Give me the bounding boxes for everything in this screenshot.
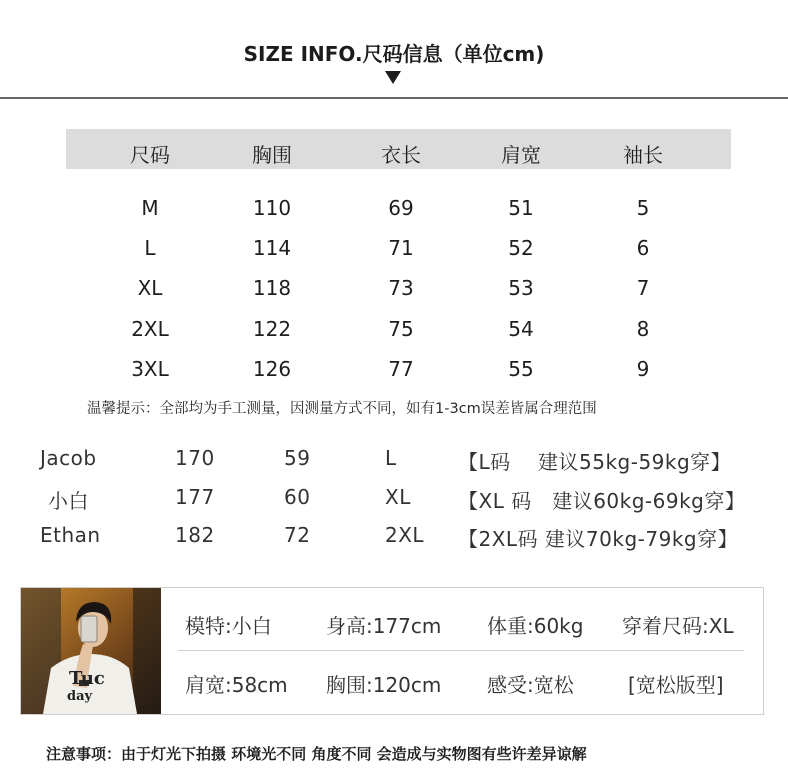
- model-height: 177: [175, 485, 215, 509]
- model-suggestion: 【2XL码 建议70kg-79kg穿】: [458, 527, 739, 551]
- header-shoulder: 肩宽: [501, 143, 541, 167]
- svg-text:day: day: [67, 689, 93, 704]
- table-cell: 7: [636, 276, 650, 300]
- model-height: 182: [175, 523, 215, 547]
- table-cell: 52: [508, 236, 534, 260]
- card-weight: 体重:60kg: [487, 614, 584, 638]
- table-cell: 71: [388, 236, 414, 260]
- table-cell: 53: [508, 276, 534, 300]
- card-feel: 感受:宽松: [487, 673, 574, 697]
- card-chest: 胸围:120cm: [326, 673, 442, 697]
- table-cell: 110: [252, 196, 292, 220]
- table-cell: 9: [636, 357, 650, 381]
- table-cell: 54: [508, 317, 534, 341]
- table-cell: 114: [252, 236, 292, 260]
- model-name: Ethan: [40, 523, 101, 547]
- card-divider: [178, 650, 744, 651]
- header-chest: 胸围: [252, 143, 292, 167]
- model-suggestion: 【L码 建议55kg-59kg穿】: [458, 450, 732, 474]
- model-weight: 59: [284, 446, 311, 470]
- model-card: [20, 587, 764, 715]
- model-height: 170: [175, 446, 215, 470]
- card-fit: [宽松版型]: [628, 673, 724, 697]
- table-cell: XL: [137, 276, 163, 300]
- table-cell: 122: [252, 317, 292, 341]
- table-cell: 73: [388, 276, 414, 300]
- size-info-title: SIZE INFO.尺码信息（单位cm): [243, 42, 545, 66]
- table-cell: 2XL: [131, 317, 169, 341]
- model-suggestion: 【XL 码 建议60kg-69kg穿】: [458, 489, 746, 513]
- table-cell: 55: [508, 357, 534, 381]
- model-photo-illustration: [21, 588, 161, 714]
- model-size: L: [385, 446, 397, 470]
- model-size: XL: [385, 485, 411, 509]
- table-cell: 51: [508, 196, 534, 220]
- model-size: 2XL: [385, 523, 425, 547]
- table-cell: L: [144, 236, 156, 260]
- card-shoulder: 肩宽:58cm: [185, 673, 288, 697]
- top-divider: [0, 97, 788, 99]
- model-photo: [21, 588, 161, 714]
- table-cell: 3XL: [131, 357, 169, 381]
- header-size: 尺码: [130, 143, 170, 167]
- table-cell: 69: [388, 196, 414, 220]
- notice-text: 注意事项：由于灯光下拍摄 环境光不同 角度不同 会造成与实物图有些许差异谅解: [46, 745, 587, 763]
- card-model: 模特:小白: [185, 614, 272, 638]
- header-length: 衣长: [381, 143, 421, 167]
- table-cell: 77: [388, 357, 414, 381]
- card-wear-size: 穿着尺码:XL: [622, 614, 734, 638]
- table-cell: M: [141, 196, 159, 220]
- card-height: 身高:177cm: [326, 614, 442, 638]
- table-cell: 118: [252, 276, 292, 300]
- shirt-print-text: Tuc: [69, 668, 105, 689]
- model-weight: 60: [284, 485, 311, 509]
- model-weight: 72: [284, 523, 311, 547]
- table-cell: 5: [636, 196, 650, 220]
- table-cell: 6: [636, 236, 650, 260]
- table-cell: 8: [636, 317, 650, 341]
- measurement-tip: 温馨提示：全部均为手工测量，因测量方式不同，如有1-3cm误差皆属合理范围: [87, 401, 597, 417]
- model-name: 小白: [48, 489, 89, 513]
- down-arrow-icon: [385, 71, 401, 84]
- table-cell: 126: [252, 357, 292, 381]
- header-sleeve: 袖长: [623, 143, 663, 167]
- model-name: Jacob: [40, 446, 97, 470]
- table-cell: 75: [388, 317, 414, 341]
